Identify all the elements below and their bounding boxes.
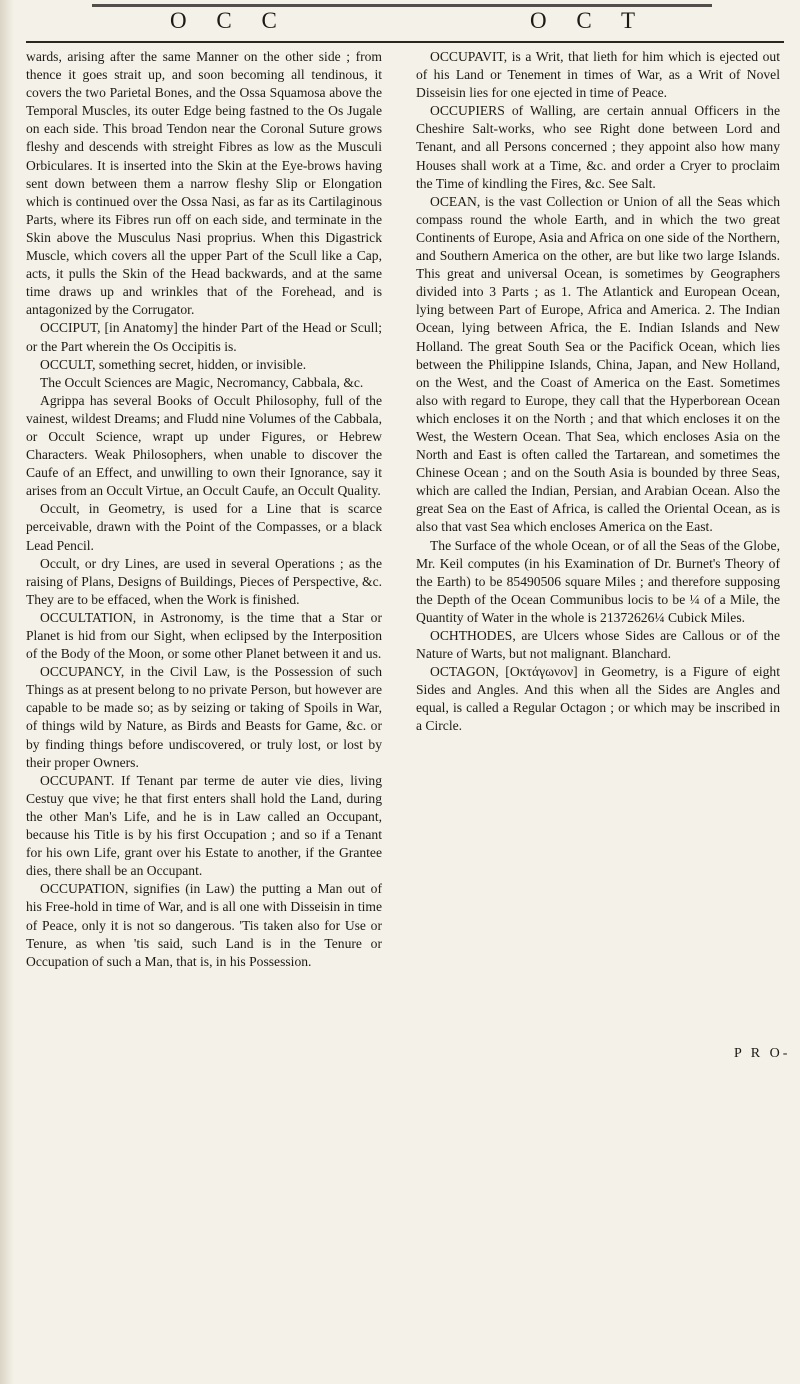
running-head-right: O C T <box>530 8 648 33</box>
entry-paragraph: The Occult Sciences are Magic, Necromancy, Cabbala, &c. <box>40 374 364 390</box>
header-rule <box>26 41 784 43</box>
running-head-left: O C C <box>170 8 289 33</box>
entry-occiput: OCCIPUT, [in Anatomy] the hinder Part of the Head or Scull; or the Part wherein the Os Occipitis is. <box>26 320 382 354</box>
entry-occupavit: OCCUPAVIT, is a Writ, that lieth for him which is ejected out of his Land or Tenement in times of War, as a Writ of Novel Disseisin lies for one ejected in time of Peace. <box>416 49 780 101</box>
entry-occupiers: OCCUPIERS of Walling, are certain annual Officers in the Cheshire Salt-works, who see Right done between Lord and Tenant, and all Persons concerned ; they appoint also how many Houses shall work at a Time, &c. and order a Cryer to proclaim the Time of kindling the Fires, &c. See Salt. <box>416 103 780 191</box>
page-binding-shadow <box>0 0 14 1384</box>
entry-paragraph: The Surface of the whole Ocean, or of all the Seas of the Globe, Mr. Keil computes (in his Examination of Dr. Burnet's Theory of the Earth) to be 85490506 square Miles ; and therefore supposing the Depth of the Ocean Communibus locis to be ¼ of a Mile, the Quantity of Water in the whole is 21372626¼ Cubick Miles. <box>416 537 780 625</box>
entry-occupation: OCCUPATION, signifies (in Law) the putting a Man out of his Free-hold in time of War, and is all one with Disseisin in time of Peace, only it is not so dangerous. 'Tis taken also for Use or Tenure, as when 'tis said, such Land is in the Tenure or Occupation of such a Man, that is, in his Possession. <box>26 881 382 969</box>
left-column <box>26 48 382 971</box>
top-border-rule <box>92 4 712 7</box>
right-column <box>416 48 780 736</box>
entry-octagon: OCTAGON, [Οκτάγωνον] in Geometry, is a Figure of eight Sides and Angles. And this when all the Sides are Angles and equal, is called a Regular Octagon ; or which may be inscribed in a Circle. <box>416 664 780 734</box>
entry-ochthodes: OCHTHODES, are Ulcers whose Sides are Callous or of the Nature of Warts, but not malignant. Blanchard. <box>416 628 780 662</box>
entry-paragraph: wards, arising after the same Manner on the other side ; from thence it goes strait up, and soon becoming all tendinous, it covers the two Parietal Bones, and the Ossa Squamosa above the Temporal Muscles, its outer Edge being fastned to the Os Jugale on each side. This broad Tendon near the Coronal Suture grows fleshy and descends with streight Fibres as low as the Musculi Orbiculares. It is inserted into the Skin at the Eye-brows having sent down between them a narrow fleshy Slip or Elongation which is continued over the Ossa Nasi, as far as its Cartilaginous Parts, where its Fibres run off on each side, and terminate in the Skin above the Musculus Nasi proprius. When this Digastrick Muscle, which covers all the upper Part of the Scull like a Cap, acts, it pulls the Skin of the Head backwards, and at the same time draws up and wrinkles that of the Forehead, and is antagonized by the Corrugator. <box>26 49 382 318</box>
entry-occult: OCCULT, something secret, hidden, or invisible. <box>40 356 307 372</box>
entry-occultation: OCCULTATION, in Astronomy, is the time that a Star or Planet is hid from our Sight, when eclipsed by the Interposition of the Body of the Moon, or some other Planet between it and us. <box>26 609 382 662</box>
catchword: P R O- <box>734 1046 791 1061</box>
entry-occupancy: OCCUPANCY, in the Civil Law, is the Possession of such Things as at present belong to no private Person, but however are capable to be made so; as by seizing or taking of Spoils in War, of things wild by Nature, as Birds and Beasts for Game, &c. or by finding things before undiscovered, or truly lost, or lost by their proper Owners. <box>26 664 382 770</box>
entry-paragraph: Occult, or dry Lines, are used in several Operations ; as the raising of Plans, Designs of Buildings, Pieces of Perspective, &c. They are to be effaced, when the Work is finished. <box>26 555 382 607</box>
entry-occupant: OCCUPANT. If Tenant par terme de auter vie dies, living Cestuy que vive; he that first enters shall hold the Land, during the other Man's Life, and he is in Law called an Occupant, because his Title is by his first Occupation ; and so if a Tenant for his own Life, grant over his Estate to another, if the Grantee dies, there shall be an Occupant. <box>26 772 382 879</box>
entry-ocean: OCEAN, is the vast Collection or Union of all the Seas which compass round the whole Earth, and in which the two great Continents of Europe, Asia and Africa on one side of the Northern, and Southern America on the other, are but like two large Islands. This great and universal Ocean, is sometimes by Geographers divided into 3 Parts ; as 1. The Atlantick and European Ocean, lying between Part of Europe, Africa and America. 2. The Indian Ocean, lying between Africa, the E. Indian Islands and New Holland. The great South Sea or the Pacifick Ocean, which lies between the Philippine Islands, China, Japan, and New Holland, on the West, and the Coast of America on the East. Sometimes also with regard to Europe, they call that the Hyperborean Ocean which encloses it on the North ; and that which encloses it on the West, the Western Ocean. That Sea, which encloses Asia on the North and East is often called the Tartarean, and sometimes the Chinese Ocean ; and on the South Asia is bounded by three Seas, which are called the Indian, Persian, and Arabian Ocean. Also the great Sea on the East of Africa, is called the Oriental Ocean, as is also that vast Sea which encloses America on the East. <box>416 193 780 535</box>
entry-paragraph: Occult, in Geometry, is used for a Line that is scarce perceivable, drawn with the Point of the Compasses, or a black Lead Pencil. <box>26 501 382 553</box>
entry-paragraph: Agrippa has several Books of Occult Philosophy, full of the vainest, wildest Dreams; and Fludd nine Volumes of the Cabbala, or Occult Science, wrapt up under Figures, or Hebrew Characters. Weak Philosophers, when unable to discover the Caufe of an Effect, and unwilling to own their Ignorance, say it arises from an Occult Virtue, an Occult Caufe, an Occult Quality. <box>26 392 382 499</box>
